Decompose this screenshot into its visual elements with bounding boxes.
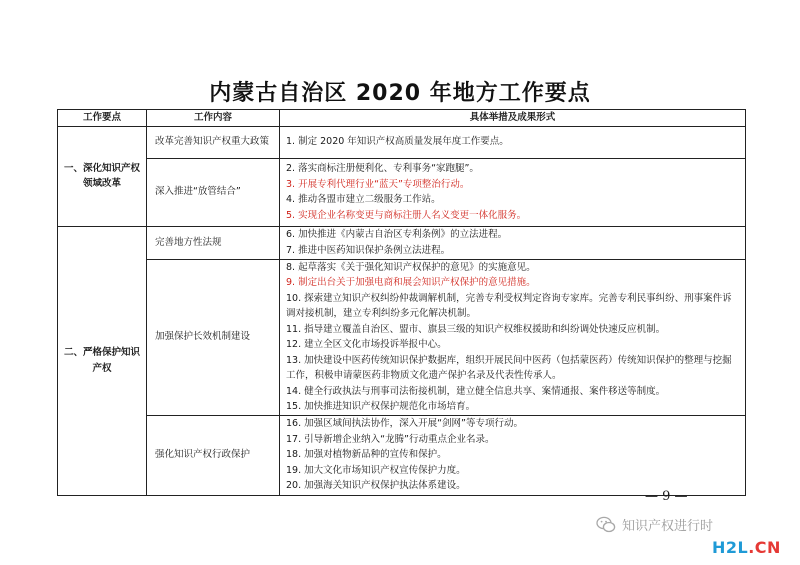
measure-item: 15. 加快推进知识产权保护规范化市场培育。 (286, 401, 476, 412)
site-logo-part2: .CN (748, 538, 781, 557)
work-plan-table (57, 109, 746, 496)
measure-item: 11. 指导建立覆盖自治区、盟市、旗县三级的知识产权维权援助和纠纷调处快速反应机制。 (286, 323, 666, 335)
header-measures: 具体举措及成果形式 (280, 110, 746, 127)
wechat-icon (596, 516, 616, 533)
measure-item: 8. 起草落实《关于强化知识产权保护的意见》的实施意见。 (286, 261, 536, 273)
measure-item: 7. 推进中医药知识保护条例立法进程。 (286, 244, 451, 256)
document-title: 内蒙古自治区 2020 年地方工作要点 (209, 81, 591, 106)
measure-item: 12. 建立全区文化市场投诉举报中心。 (286, 339, 447, 350)
section-area-label: 一、深化知识产权领域改革 (58, 126, 147, 226)
header-work-content: 工作内容 (147, 110, 280, 127)
table-row (58, 226, 746, 259)
measures-cell (280, 415, 746, 495)
measure-item: 18. 加强对植物新品种的宣传和保护。 (286, 449, 447, 461)
table-header-row (58, 110, 746, 127)
table-row (58, 158, 746, 226)
header-key-point: 工作要点 (58, 110, 147, 127)
measure-item-highlighted: 9. 制定出台关于加强电商和展会知识产权保护的意见措施。 (286, 277, 536, 288)
table-row (58, 259, 746, 415)
measure-item: 1. 制定 2020 年知识产权高质量发展年度工作要点。 (286, 136, 509, 148)
work-content-cell: 深入推进“放管结合” (147, 158, 280, 226)
page-number: — 9 — (645, 489, 688, 504)
measure-item: 10. 探索建立知识产权纠纷仲裁调解机制，完善专利受权判定咨询专家库。完善专利民事纠纷、刑事案件诉调对接机制，建立专利纠纷多元化解决机制。 (286, 292, 732, 319)
measures-cell (280, 126, 746, 158)
work-content-cell: 加强保护长效机制建设 (147, 259, 280, 415)
work-content-cell: 改革完善知识产权重大政策 (147, 126, 280, 158)
section-area-label: 二、严格保护知识产权 (58, 226, 147, 495)
table-row (58, 126, 746, 158)
measure-item-highlighted: 5. 实现企业名称变更与商标注册人名义变更一体化服务。 (286, 209, 527, 221)
measure-item: 19. 加大文化市场知识产权宣传保护力度。 (286, 464, 466, 476)
table-row (58, 415, 746, 495)
watermark-text: 知识产权进行时 (622, 519, 714, 534)
measure-item: 17. 引导新增企业纳入“龙腾”行动重点企业名录。 (286, 433, 495, 445)
wechat-watermark (596, 515, 713, 534)
measures-cell (280, 226, 746, 259)
measures-cell (280, 259, 746, 415)
measure-item-highlighted: 3. 开展专利代理行业“蓝天”专项整治行动。 (286, 178, 470, 190)
measure-item: 16. 加强区域间执法协作，深入开展“剑网”等专项行动。 (286, 418, 523, 430)
site-logo (712, 538, 781, 557)
site-logo-part1: H2L (712, 538, 749, 557)
measure-item: 6. 加快推进《内蒙古自治区专利条例》的立法进程。 (286, 229, 508, 240)
measure-item: 14. 健全行政执法与刑事司法衔接机制，建立健全信息共享、案情通报、案件移送等制度。 (286, 385, 666, 397)
measures-cell (280, 158, 746, 226)
work-content-cell: 完善地方性法规 (147, 226, 280, 259)
measure-item: 4. 推动各盟市建立二级服务工作站。 (286, 194, 441, 205)
measure-item: 20. 加强海关知识产权保护执法体系建设。 (286, 480, 466, 492)
work-content-cell: 强化知识产权行政保护 (147, 415, 280, 495)
measure-item: 2. 落实商标注册便利化、专利事务“家跑腿”。 (286, 163, 479, 174)
measure-item: 13. 加快建设中医药传统知识保护数据库，组织开展民间中医药（包括蒙医药）传统知识保护的整理与挖掘工作，积极申请蒙医药非物质文化遗产保护名录及代表性传承人。 (286, 354, 732, 381)
